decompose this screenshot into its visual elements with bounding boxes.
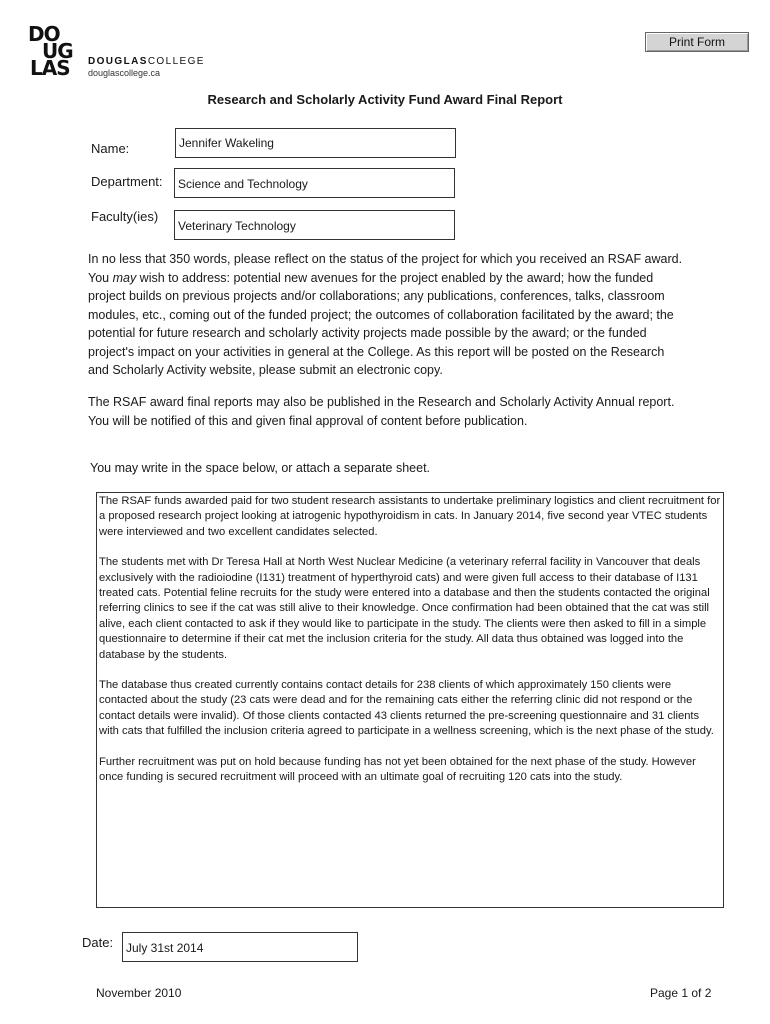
logo-url: douglascollege.ca xyxy=(88,68,161,78)
instructions-emphasis: may xyxy=(112,270,137,285)
print-form-button[interactable]: Print Form xyxy=(645,32,749,52)
report-paragraph: Further recruitment was put on hold because funding has not yet been obtained for the next phase of the study. However once funding is secured recruitment will proceed with an ultimate goal of recruiting 120 cats into the study. xyxy=(99,755,696,784)
publication-note: The RSAF award final reports may also be published in the Research and Scholarly Activity Annual report. You will be notified of this and given final approval of content before publication. xyxy=(88,395,675,428)
name-field[interactable]: Jennifer Wakeling xyxy=(175,128,456,158)
logo-name-light: COLLEGE xyxy=(147,56,205,67)
date-field[interactable]: July 31st 2014 xyxy=(122,932,358,962)
instructions-part-a: In no less that 350 words, please reflect on the status of the project for which you received an RSAF award. You xyxy=(88,252,683,285)
date-label: Date: xyxy=(82,935,114,950)
report-paragraph: The students met with Dr Teresa Hall at North West Nuclear Medicine (a veterinary referral facility in Vancouver that deals exclusively with the radioiodine (I131) treatment of hyperthyroid cats) and were given full access to their database of I131 treated cats. Potential feline recruits for the study were entered into a database and then the students contacted the original referring clinics to see if the cat was still alive to their knowledge. Once confirmation had been obtained that the cat was still alive, each client contacted to ask if they would like to participate in the study. The clients were then asked to fill in a simple questionnaire to determine if their cat met the inclusion criteria for the study. All data thus obtained was logged into the database by the students. xyxy=(99,556,710,661)
name-label: Name: xyxy=(91,141,130,156)
report-paragraph: The RSAF funds awarded paid for two student research assistants to undertake preliminary logistics and client recruitment for a proposed research project looking at iatrogenic hypothyroidism in cats. In January 2014, five second year VTEC students were interviewed and two excellent candidates selected. xyxy=(99,495,721,538)
instructions-part-b: wish to address: potential new avenues for the project enabled by the award; how the funded project builds on previous projects and/or collaborations; any publications, conferences, talks, classroom modules, etc., coming out of the funded project; the outcomes of collaboration facilitated by the award; the potential for future research and scholarly activity projects made possible by the award; or the funded project's impact on your activities in general at the College. As this report will be posted on the Research and Scholarly Activity website, please submit an electronic copy. xyxy=(88,270,674,377)
logo-college-name xyxy=(88,56,205,67)
page-number: Page 1 of 2 xyxy=(650,986,712,1000)
department-label: Department: xyxy=(91,174,163,189)
faculty-field[interactable]: Veterinary Technology xyxy=(174,210,455,240)
faculty-label: Faculty(ies) xyxy=(91,209,159,224)
logo-name-bold: DOUGLAS xyxy=(88,56,148,67)
logo-mark-line2: UG xyxy=(42,39,73,63)
department-field[interactable]: Science and Technology xyxy=(174,168,455,198)
page-title: Research and Scholarly Activity Fund Award Final Report xyxy=(207,92,563,107)
logo-mark xyxy=(28,22,74,80)
logo-mark-line1: DO xyxy=(28,22,60,46)
instructions-paragraph xyxy=(88,250,688,380)
form-version: November 2010 xyxy=(96,986,182,1000)
logo-mark-line3: LAS xyxy=(30,56,70,80)
space-note: You may write in the space below, or attach a separate sheet. xyxy=(90,461,431,475)
report-textarea[interactable] xyxy=(96,492,724,908)
report-paragraph: The database thus created currently contains contact details for 238 clients of which approximately 150 clients were contacted about the study (23 cats were dead and for the remaining cats either the referring clinic did not respond or the contact details were invalid). Of those clients contacted 43 clients returned the pre-screening questionnaire and 31 clients with cats that fulfilled the inclusion criteria agreed to participate in a wellness screening, which is the next phase of the study. xyxy=(99,679,714,738)
